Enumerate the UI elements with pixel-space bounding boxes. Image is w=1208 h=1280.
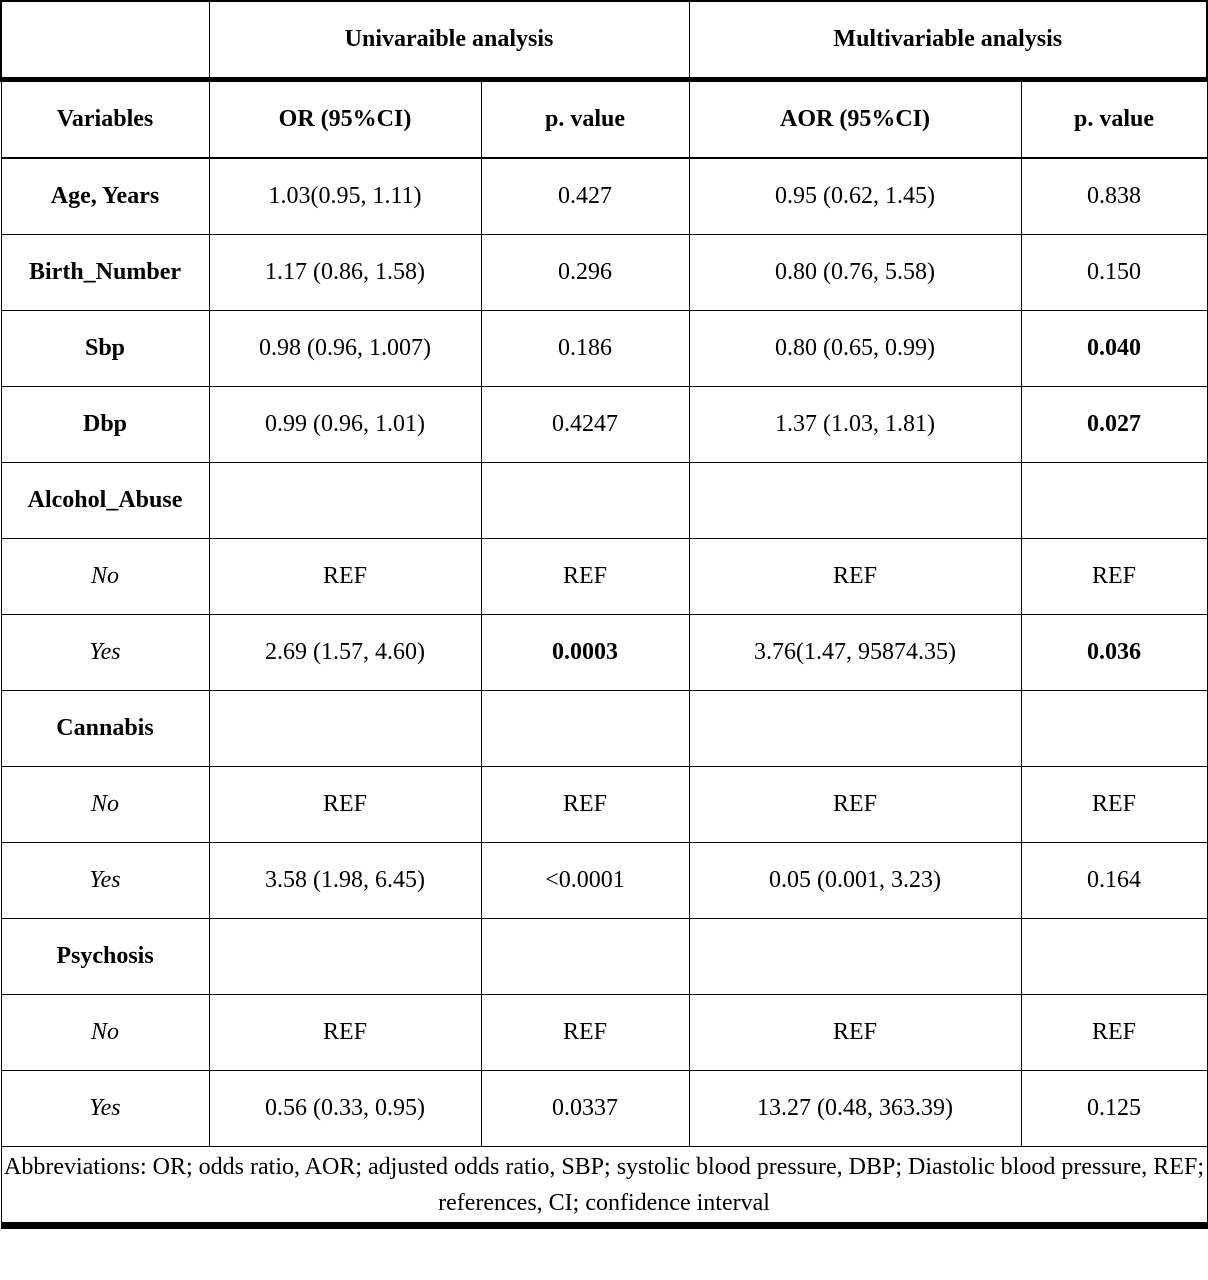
- table-row: [1, 767, 1207, 843]
- empty-cell: [209, 691, 481, 767]
- table-row: [1, 843, 1207, 919]
- row-label: Psychosis: [1, 919, 209, 995]
- aor-cell: 1.37 (1.03, 1.81): [689, 387, 1021, 463]
- empty-cell: [1021, 919, 1207, 995]
- p-value-cell: 0.186: [481, 311, 689, 387]
- empty-cell: [1021, 463, 1207, 539]
- row-label: No: [1, 995, 209, 1071]
- empty-cell: [481, 919, 689, 995]
- table-row: [1, 1071, 1207, 1147]
- p-value-cell: REF: [1021, 539, 1207, 615]
- p-value-cell: 0.0337: [481, 1071, 689, 1147]
- column-header-row: [1, 80, 1207, 159]
- p-value-cell: <0.0001: [481, 843, 689, 919]
- table-row: [1, 919, 1207, 995]
- p-value-cell: REF: [481, 995, 689, 1071]
- or-cell: 3.58 (1.98, 6.45): [209, 843, 481, 919]
- or-cell: 0.56 (0.33, 0.95): [209, 1071, 481, 1147]
- or-cell: REF: [209, 995, 481, 1071]
- table-row: [1, 311, 1207, 387]
- footnote-row: [1, 1147, 1207, 1226]
- row-label: No: [1, 539, 209, 615]
- row-label: Age, Years: [1, 158, 209, 235]
- p-value-cell: 0.164: [1021, 843, 1207, 919]
- row-label: No: [1, 767, 209, 843]
- table-row: [1, 387, 1207, 463]
- empty-cell: [689, 691, 1021, 767]
- univariable-header: Univaraible analysis: [209, 1, 689, 80]
- aor-cell: 0.95 (0.62, 1.45): [689, 158, 1021, 235]
- aor-cell: 13.27 (0.48, 363.39): [689, 1071, 1021, 1147]
- row-label: Cannabis: [1, 691, 209, 767]
- p-value-cell: 0.150: [1021, 235, 1207, 311]
- corner-cell: [1, 1, 209, 80]
- or-cell: 2.69 (1.57, 4.60): [209, 615, 481, 691]
- p-value-cell: REF: [1021, 767, 1207, 843]
- row-label: Birth_Number: [1, 235, 209, 311]
- p-value-header-1: p. value: [481, 80, 689, 159]
- table-row: [1, 995, 1207, 1071]
- or-cell: REF: [209, 539, 481, 615]
- or-cell: 1.17 (0.86, 1.58): [209, 235, 481, 311]
- p-value-cell: REF: [1021, 995, 1207, 1071]
- or-header: OR (95%CI): [209, 80, 481, 159]
- table-row: [1, 691, 1207, 767]
- row-label: Yes: [1, 843, 209, 919]
- p-value-cell: 0.4247: [481, 387, 689, 463]
- aor-cell: REF: [689, 767, 1021, 843]
- aor-cell: REF: [689, 995, 1021, 1071]
- p-value-cell: 0.838: [1021, 158, 1207, 235]
- aor-cell: REF: [689, 539, 1021, 615]
- p-value-cell: 0.427: [481, 158, 689, 235]
- empty-cell: [209, 919, 481, 995]
- or-cell: 1.03(0.95, 1.11): [209, 158, 481, 235]
- row-label: Dbp: [1, 387, 209, 463]
- row-label: Yes: [1, 615, 209, 691]
- empty-cell: [481, 691, 689, 767]
- p-value-cell: 0.0003: [481, 615, 689, 691]
- p-value-cell: 0.036: [1021, 615, 1207, 691]
- p-value-header-2: p. value: [1021, 80, 1207, 159]
- table-row: [1, 158, 1207, 235]
- p-value-cell: 0.296: [481, 235, 689, 311]
- p-value-cell: 0.027: [1021, 387, 1207, 463]
- empty-cell: [689, 919, 1021, 995]
- multivariable-header: Multivariable analysis: [689, 1, 1207, 80]
- empty-cell: [481, 463, 689, 539]
- aor-header: AOR (95%CI): [689, 80, 1021, 159]
- p-value-cell: 0.040: [1021, 311, 1207, 387]
- p-value-cell: REF: [481, 539, 689, 615]
- or-cell: 0.98 (0.96, 1.007): [209, 311, 481, 387]
- aor-cell: 0.80 (0.76, 5.58): [689, 235, 1021, 311]
- p-value-cell: REF: [481, 767, 689, 843]
- variables-header: Variables: [1, 80, 209, 159]
- aor-cell: 0.05 (0.001, 3.23): [689, 843, 1021, 919]
- group-header-row: [1, 1, 1207, 80]
- aor-cell: 0.80 (0.65, 0.99): [689, 311, 1021, 387]
- table-row: [1, 235, 1207, 311]
- table-row: [1, 463, 1207, 539]
- row-label: Yes: [1, 1071, 209, 1147]
- footnote: Abbreviations: OR; odds ratio, AOR; adjusted odds ratio, SBP; systolic blood pressure, DBP; Diastolic blood pressure, REF; references, CI; confidence interval: [1, 1147, 1207, 1226]
- empty-cell: [209, 463, 481, 539]
- or-cell: REF: [209, 767, 481, 843]
- empty-cell: [1021, 691, 1207, 767]
- table-row: [1, 615, 1207, 691]
- empty-cell: [689, 463, 1021, 539]
- or-cell: 0.99 (0.96, 1.01): [209, 387, 481, 463]
- table-row: [1, 539, 1207, 615]
- p-value-cell: 0.125: [1021, 1071, 1207, 1147]
- aor-cell: 3.76(1.47, 95874.35): [689, 615, 1021, 691]
- row-label: Sbp: [1, 311, 209, 387]
- row-label: Alcohol_Abuse: [1, 463, 209, 539]
